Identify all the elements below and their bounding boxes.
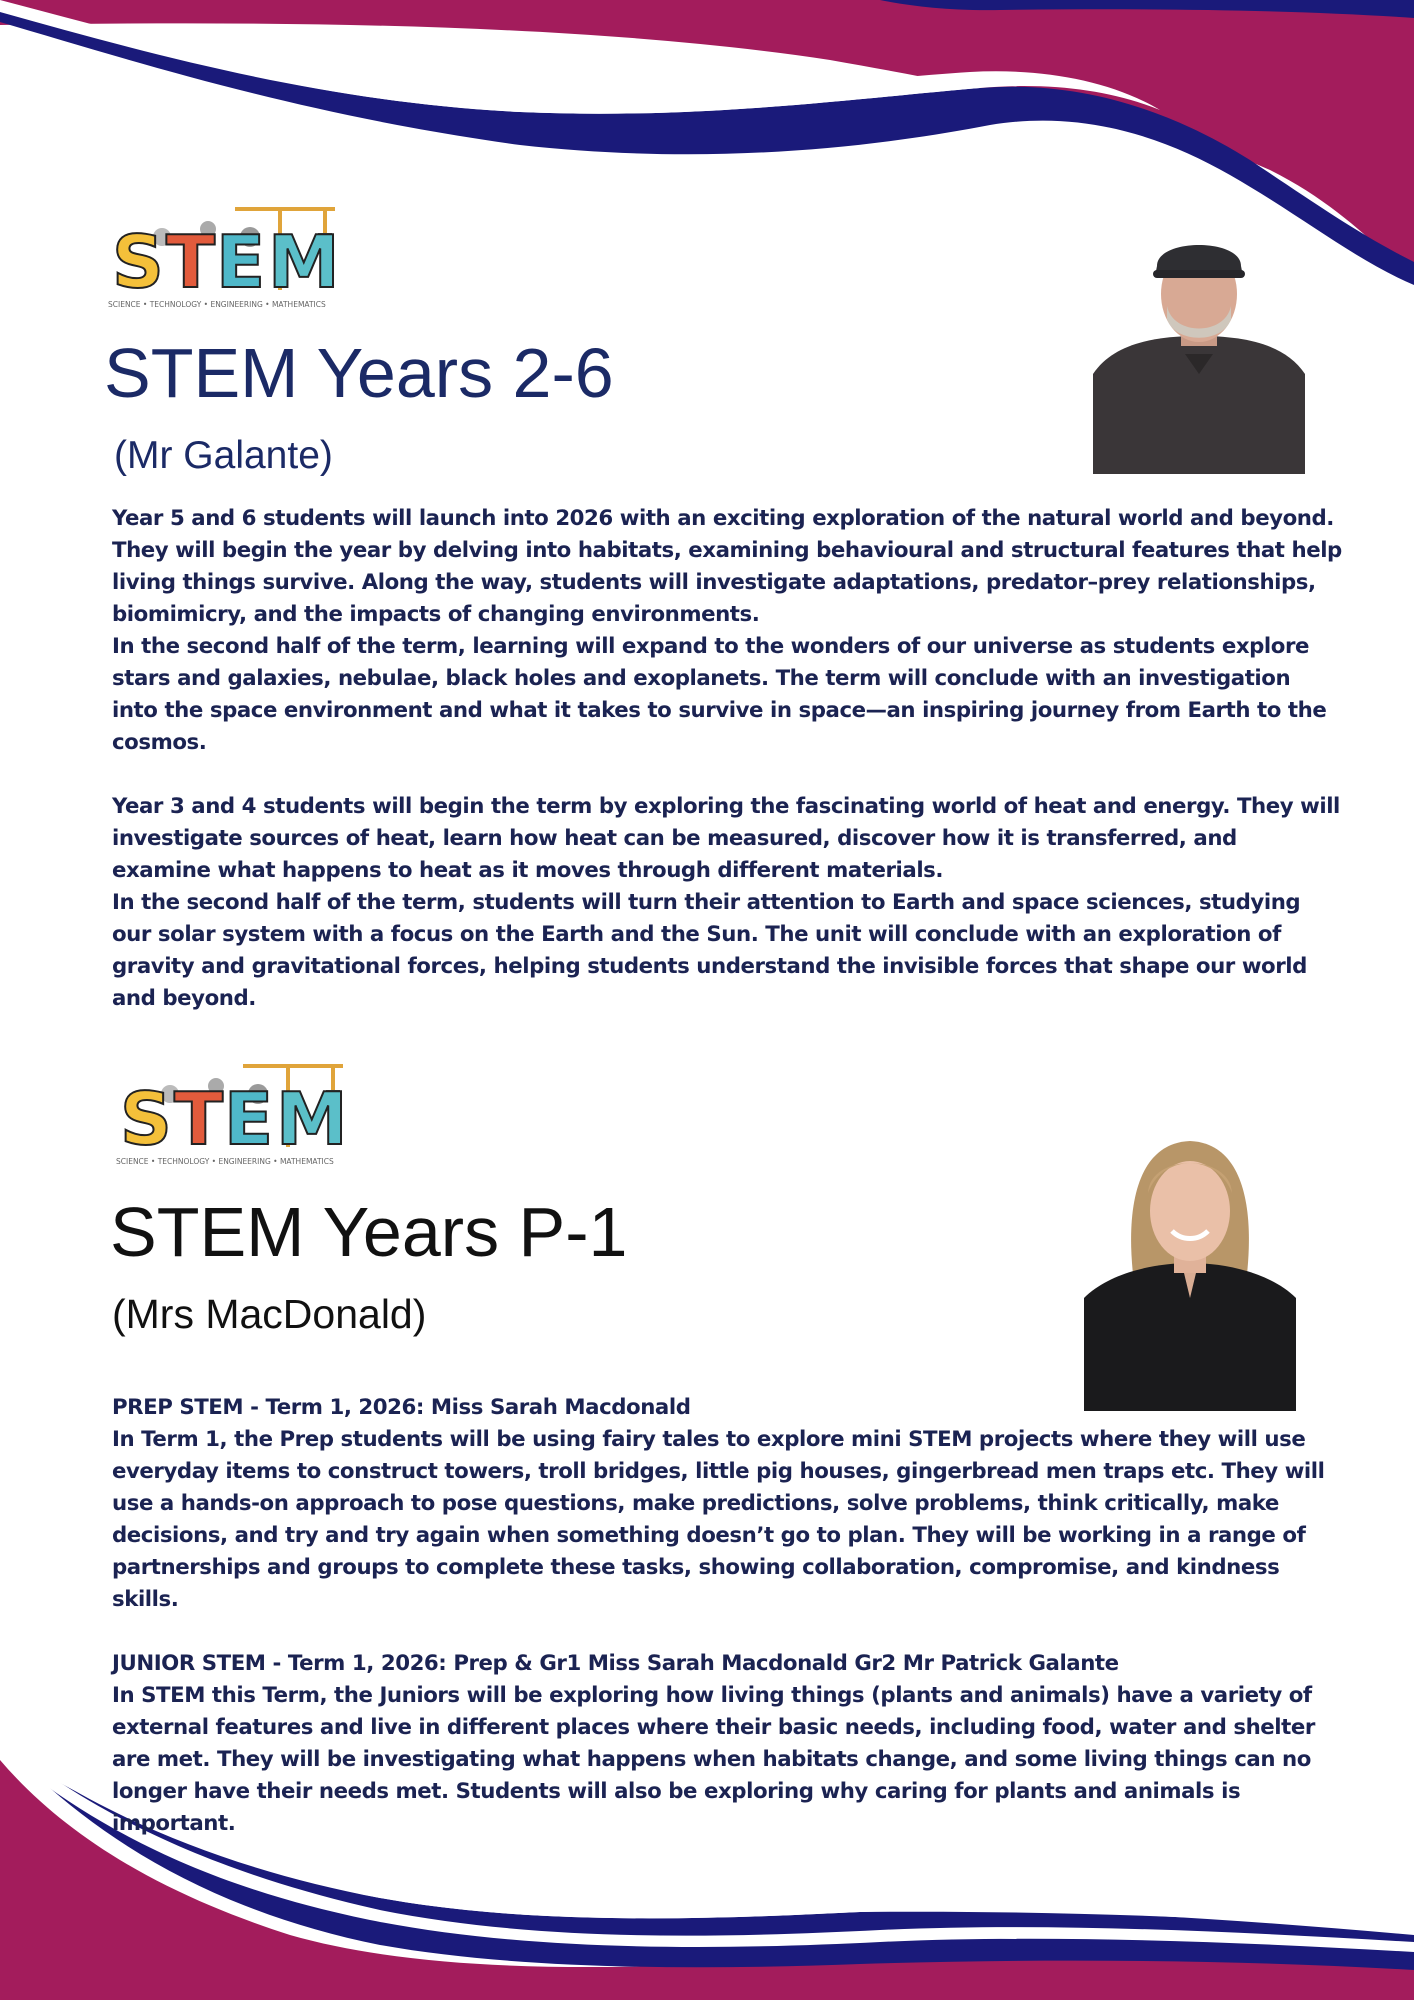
- paragraph: Year 3 and 4 students will begin the term by exploring the fascinating world of heat and energy. They will investigate sources of heat, learn how heat can be measured, discover how it is transferred, and examine what happens to heat as it moves through different materials.: [112, 794, 1340, 883]
- paragraph: In Term 1, the Prep students will be using fairy tales to explore mini STEM projects where they will use everyday items to construct towers, troll bridges, little pig houses, gingerbread men traps etc. They will use a hands-on approach to pose questions, make predictions, solve problems, think critically, make decisions, and try and try again when something doesn’t go to plan. They will be working in a range of partnerships and groups to complete these tasks, showing collaboration, compromise, and kindness skills.: [112, 1427, 1325, 1612]
- paragraph: In STEM this Term, the Juniors will be exploring how living things (plants and animals) have a variety of external features and live in different places where their basic needs, including food, water and shelter are met. They will be investigating what happens when habitats change, and some living things can no longer have their needs met. Students will also be exploring why caring for plants and animals is important.: [112, 1683, 1315, 1836]
- logo-letter-m: M: [268, 220, 340, 304]
- section-body: [112, 503, 1342, 1015]
- teacher-portrait-man-icon: [1093, 224, 1305, 474]
- logo-letter-s: S: [120, 1077, 172, 1161]
- logo-letter-s: S: [112, 220, 164, 304]
- stem-logo: [100, 195, 375, 325]
- teacher-photo: [1093, 224, 1305, 474]
- paragraph-spacer: [112, 1616, 1342, 1648]
- logo-tagline: SCIENCE • TECHNOLOGY • ENGINEERING • MATHEMATICS: [108, 300, 326, 309]
- logo-letter-m: M: [276, 1077, 348, 1161]
- logo-letter-e: E: [224, 1077, 274, 1161]
- paragraph: In the second half of the term, learning will expand to the wonders of our universe as students explore stars and galaxies, nebulae, black holes and exoplanets. The term will conclude with an investigation into the space environment and what it takes to survive in space—an inspiring journey from Earth to the cosmos.: [112, 634, 1327, 755]
- teacher-name: (Mrs MacDonald): [112, 1291, 427, 1337]
- stem-logo: [108, 1052, 383, 1182]
- page-title: STEM Years P-1: [110, 1193, 628, 1271]
- section-subheading: JUNIOR STEM - Term 1, 2026: Prep & Gr1 Miss Sarah Macdonald Gr2 Mr Patrick Galante: [112, 1651, 1119, 1676]
- teacher-name: (Mr Galante): [114, 434, 333, 477]
- logo-letter-e: E: [216, 220, 266, 304]
- logo-letter-t: T: [166, 220, 216, 304]
- paragraph: Year 5 and 6 students will launch into 2026 with an exciting exploration of the natural world and beyond. They will begin the year by delving into habitats, examining behavioural and structural features that help living things survive. Along the way, students will investigate adaptations, predator–prey relationships, biomimicry, and the impacts of changing environments.: [112, 506, 1342, 627]
- paragraph: In the second half of the term, students will turn their attention to Earth and space sciences, studying our solar system with a focus on the Earth and the Sun. The unit will conclude with an exploration of gravity and gravitational forces, helping students understand the invisible forces that shape our world and beyond.: [112, 890, 1307, 1011]
- teacher-portrait-woman-icon: [1084, 1123, 1296, 1411]
- section-subheading: PREP STEM - Term 1, 2026: Miss Sarah Macdonald: [112, 1395, 691, 1420]
- section-body: [112, 1392, 1342, 1840]
- logo-letter-t: T: [174, 1077, 224, 1161]
- page-title: STEM Years 2-6: [104, 334, 614, 412]
- paragraph-spacer: [112, 759, 1342, 791]
- logo-tagline: SCIENCE • TECHNOLOGY • ENGINEERING • MATHEMATICS: [116, 1157, 334, 1166]
- teacher-photo: [1084, 1123, 1296, 1411]
